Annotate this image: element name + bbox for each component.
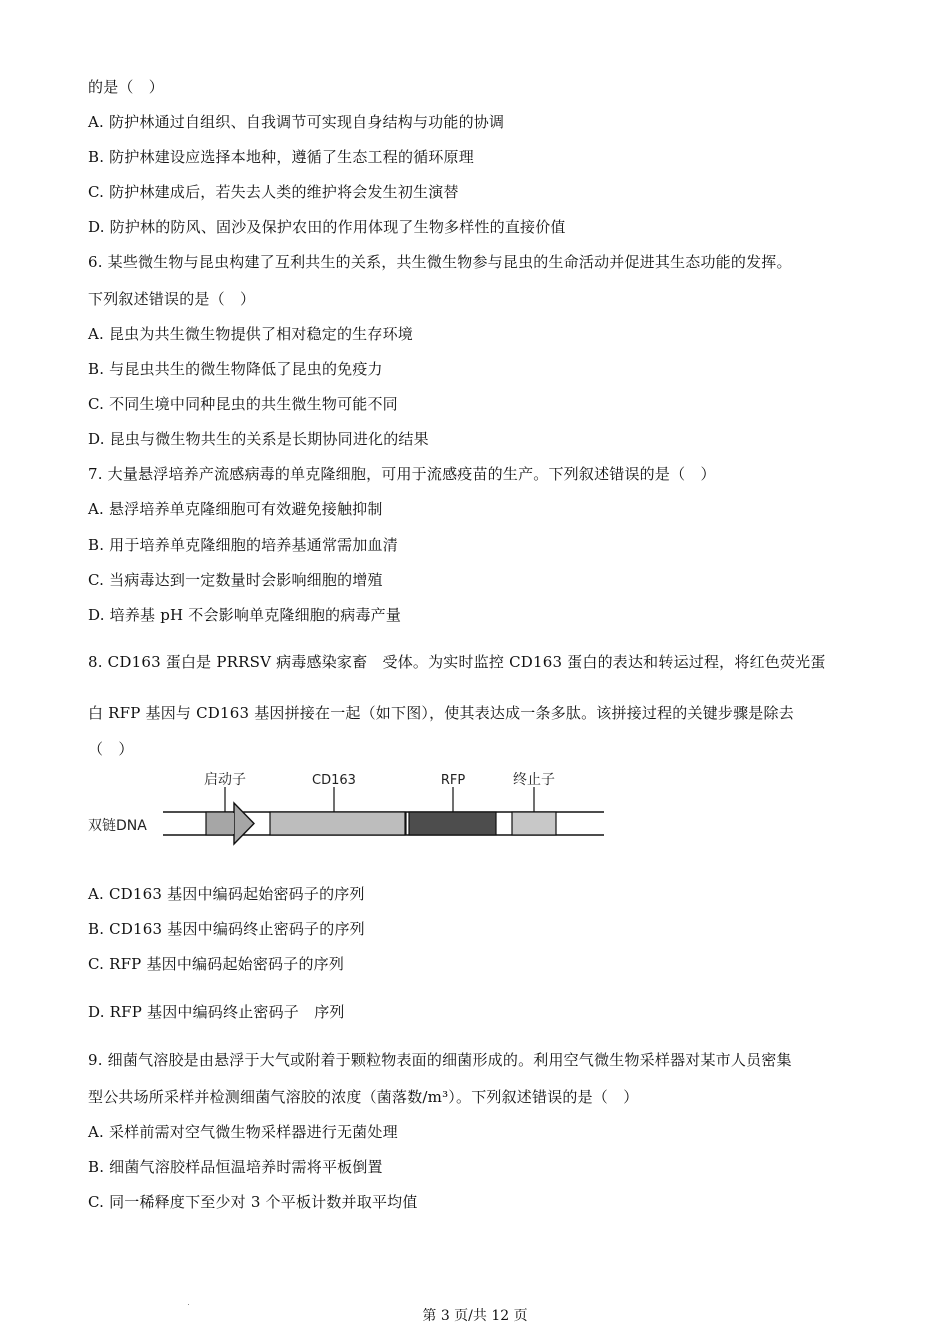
q7-option-b: B. 用于培养单克隆细胞的培养基通常需加血清 (88, 536, 398, 554)
stray-dot (188, 1304, 189, 1305)
question-6-stem-cont: 下列叙述错误的是（ ） (88, 290, 256, 308)
question-8-stem: 8. CD163 蛋白是 PRRSV 病毒感染家畜 受体。为实时监控 CD163 蛋白的表达和转运过程，将红色荧光蛋 (88, 653, 826, 671)
rfp-block (409, 812, 496, 835)
q7-option-c: C. 当病毒达到一定数量时会影响细胞的增殖 (88, 571, 383, 589)
rfp-label: RFP (440, 773, 466, 788)
q6-option-d: D. 昆虫与微生物共生的关系是长期协同进化的结果 (88, 430, 429, 448)
question-7-stem: 7. 大量悬浮培养产流感病毒的单克隆细胞，可用于流感疫苗的生产。下列叙述错误的是（ ） (88, 465, 716, 483)
question-8-stem-cont: 白 RFP 基因与 CD163 基因拼接在一起（如下图），使其表达成一条多肽。该拼接过程的关键步骤是除去 (88, 704, 794, 722)
q5-option-b: B. 防护林建设应选择本地种，遵循了生态工程的循环原理 (88, 148, 474, 166)
q5-option-d: D. 防护林的防风、固沙及保护农田的作用体现了生物多样性的直接价值 (88, 218, 566, 236)
promoter-label: 启动子 (204, 772, 246, 788)
question-5-stem-end: 的是（ ） (88, 78, 165, 96)
question-9-stem: 9. 细菌气溶胶是由悬浮于大气或附着于颗粒物表面的细菌形成的。利用空气微生物采样器对某市人员密集 (88, 1051, 792, 1069)
q9-option-a: A. 采样前需对空气微生物采样器进行无菌处理 (88, 1123, 398, 1141)
q7-option-d: D. 培养基 pH 不会影响单克隆细胞的病毒产量 (88, 606, 402, 624)
terminator-block (512, 812, 556, 835)
q9-option-c: C. 同一稀释度下至少对 3 个平板计数并取平均值 (88, 1193, 418, 1211)
q6-option-a: A. 昆虫为共生微生物提供了相对稳定的生存环境 (88, 325, 413, 343)
q8-option-a: A. CD163 基因中编码起始密码子的序列 (88, 885, 365, 903)
q6-option-c: C. 不同生境中同种昆虫的共生微生物可能不同 (88, 395, 398, 413)
question-9-stem-cont: 型公共场所采样并检测细菌气溶胶的浓度（菌落数/m³）。下列叙述错误的是（ ） (88, 1088, 639, 1106)
q8-option-b: B. CD163 基因中编码终止密码子的序列 (88, 920, 365, 938)
gene-fusion-diagram (88, 770, 618, 852)
question-6-stem: 6. 某些微生物与昆虫构建了互利共生的关系，共生微生物参与昆虫的生命活动并促进其生态功能的发挥。 (88, 253, 792, 271)
dna-label: 双链DNA (88, 818, 147, 834)
q5-option-c: C. 防护林建成后，若失去人类的维护将会发生初生演替 (88, 183, 459, 201)
promoter-block (206, 812, 234, 835)
q9-option-b: B. 细菌气溶胶样品恒温培养时需将平板倒置 (88, 1158, 383, 1176)
cd163-block (270, 812, 405, 835)
q8-option-c: C. RFP 基因中编码起始密码子的序列 (88, 955, 345, 973)
page-footer: 第 3 页/共 12 页 (422, 1308, 528, 1324)
promoter-arrow-icon (234, 803, 254, 844)
terminator-label: 终止子 (513, 772, 555, 788)
q7-option-a: A. 悬浮培养单克隆细胞可有效避免接触抑制 (88, 500, 383, 518)
q8-option-d: D. RFP 基因中编码终止密码子 序列 (88, 1003, 345, 1021)
q5-option-a: A. 防护林通过自组织、自我调节可实现自身结构与功能的协调 (88, 113, 505, 131)
q6-option-b: B. 与昆虫共生的微生物降低了昆虫的免疫力 (88, 360, 383, 378)
cd163-label: CD163 (312, 773, 356, 788)
question-8-stem-paren: （ ） (88, 740, 134, 758)
